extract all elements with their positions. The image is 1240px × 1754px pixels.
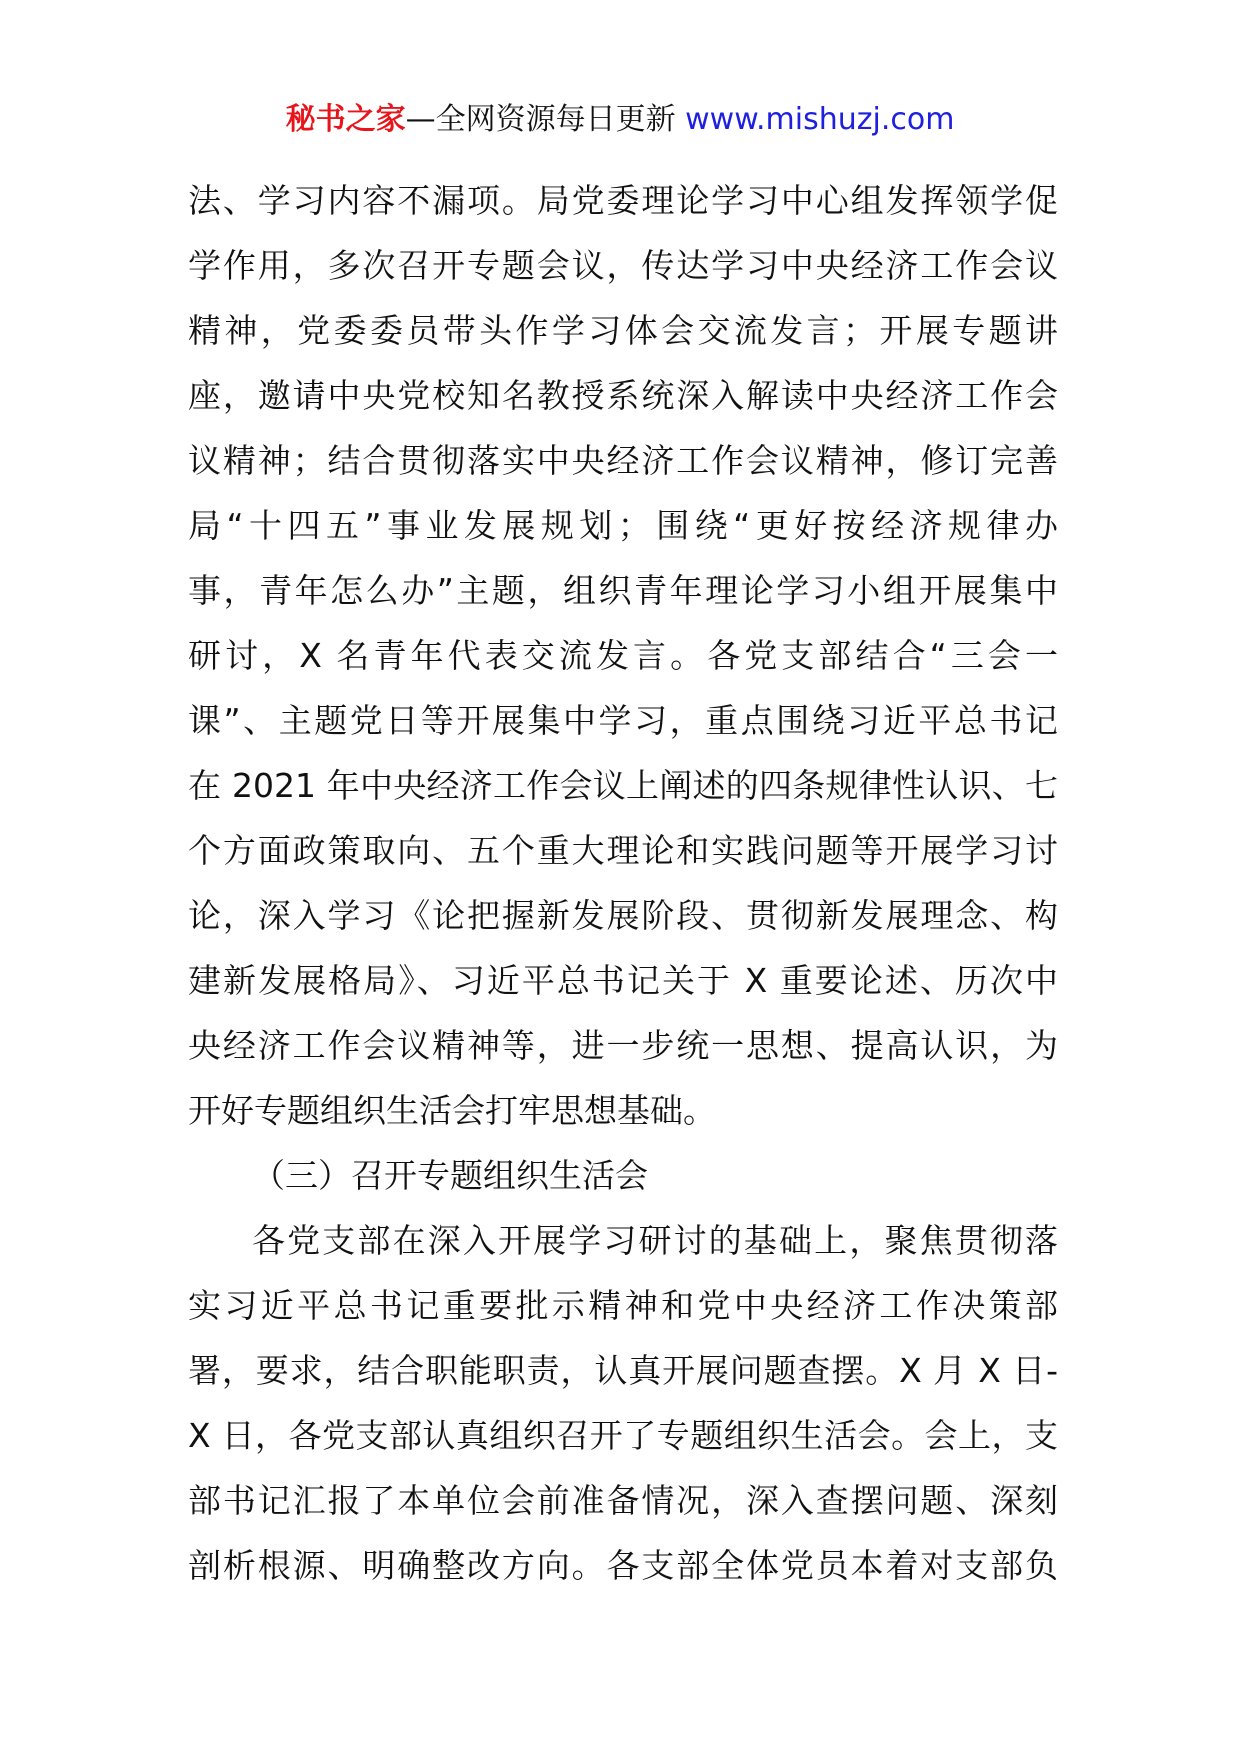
text-line: 个方面政策取向、五个重大理论和实践问题等开展学习讨 bbox=[188, 831, 1058, 870]
text-line: 署，要求，结合职能职责，认真开展问题查摆。X 月 X 日- bbox=[188, 1351, 1058, 1390]
paragraph-start-line: 各党支部在深入开展学习研讨的基础上，聚焦贯彻落 bbox=[252, 1221, 1058, 1260]
text-line: 在 2021 年中央经济工作会议上阐述的四条规律性认识、七 bbox=[188, 766, 1058, 805]
text-line: 论，深入学习《论把握新发展阶段、贯彻新发展理念、构 bbox=[188, 896, 1058, 935]
section-heading: （三）召开专题组织生活会 bbox=[252, 1156, 648, 1195]
text-line: 建新发展格局》、习近平总书记关于 X 重要论述、历次中 bbox=[188, 961, 1058, 1000]
text-line: 课”、主题党日等开展集中学习，重点围绕习近平总书记 bbox=[188, 701, 1058, 740]
text-line: 事，青年怎么办”主题，组织青年理论学习小组开展集中 bbox=[188, 571, 1058, 610]
header-tagline: —全网资源每日更新 bbox=[405, 102, 676, 137]
text-line: X 日，各党支部认真组织召开了专题组织生活会。会上，支 bbox=[188, 1416, 1058, 1455]
site-url-link[interactable]: www.mishuzj.com bbox=[685, 102, 955, 137]
text-line: 局“十四五”事业发展规划；围绕“更好按经济规律办 bbox=[188, 506, 1058, 545]
text-line: 法、学习内容不漏项。局党委理论学习中心组发挥领学促 bbox=[188, 181, 1058, 220]
paragraph-end-line: 开好专题组织生活会打牢思想基础。 bbox=[188, 1091, 716, 1130]
document-body bbox=[188, 168, 1058, 1598]
text-line: 研讨，X 名青年代表交流发言。各党支部结合“三会一 bbox=[188, 636, 1058, 675]
text-line: 议精神；结合贯彻落实中央经济工作会议精神，修订完善 bbox=[188, 441, 1058, 480]
text-line: 部书记汇报了本单位会前准备情况，深入查摆问题、深刻 bbox=[188, 1481, 1058, 1520]
text-line: 学作用，多次召开专题会议，传达学习中央经济工作会议 bbox=[188, 246, 1058, 285]
text-line: 央经济工作会议精神等，进一步统一思想、提高认识，为 bbox=[188, 1026, 1058, 1065]
site-header bbox=[0, 100, 1240, 140]
text-line: 座，邀请中央党校知名教授系统深入解读中央经济工作会 bbox=[188, 376, 1058, 415]
brand-name: 秘书之家 bbox=[285, 102, 406, 137]
text-line: 精神，党委委员带头作学习体会交流发言；开展专题讲 bbox=[188, 311, 1058, 350]
text-line: 剖析根源、明确整改方向。各支部全体党员本着对支部负 bbox=[188, 1546, 1058, 1585]
text-line: 实习近平总书记重要批示精神和党中央经济工作决策部 bbox=[188, 1286, 1058, 1325]
